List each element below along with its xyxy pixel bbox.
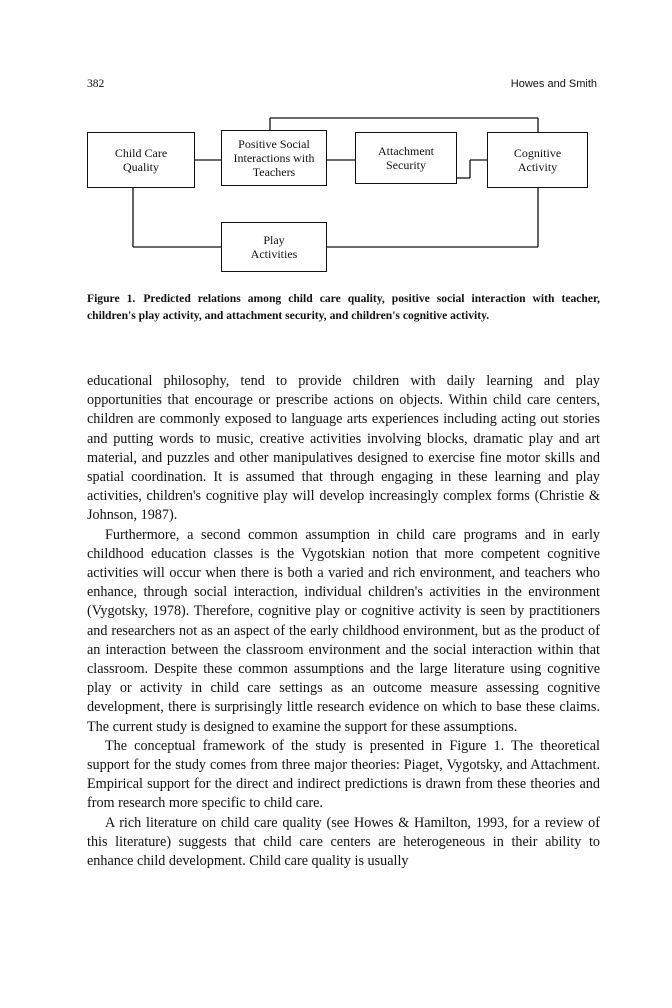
box-label: Play Activities <box>250 233 298 261</box>
box-label: Attachment Security <box>378 144 434 172</box>
box-positive-social-interactions <box>221 130 327 186</box>
body-text <box>87 372 600 871</box>
box-label: Cognitive Activity <box>513 146 562 174</box>
box-cognitive-activity <box>487 132 588 188</box>
running-head: Howes and Smith <box>510 78 597 90</box>
paragraph: Furthermore, a second common assumption in child care programs and in early childhood education classes is the Vygotskian notion that more competent cognitive activities will occur when there is both a varied and rich environment, and teachers who enhance, through social interaction, individual children's activities in the environment (Vygotsky, 1978). Therefore, cognitive play or cognitive activity is seen by practitioners and researchers not as an aspect of the early childhood environment, but as the product of an interaction between the classroom environment and the social interaction within that classroom. Despite these common assumptions and the large literature using cognitive play or activity in child care settings as an outcome measure assessing cognitive development, there is surprisingly little research evidence on which to base these claims. The current study is designed to examine the support for these assumptions. <box>87 526 600 735</box>
paragraph: educational philosophy, tend to provide children with daily learning and play opportunities that encourage or prescribe actions on objects. Within child care centers, children are commonly exposed to language arts experiences including acting out stories and putting words to music, creative activities involving blocks, dramatic play and art material, and puzzles and other manipulatives designed to exercise fine motor skills and spatial coordination. It is assumed that through engaging in these learning and play activities, children's cognitive play will develop increasingly complex forms (Christie & Johnson, 1987). <box>87 373 600 524</box>
box-child-care-quality <box>87 132 195 188</box>
paragraph: A rich literature on child care quality (see Howes & Hamilton, 1993, for a review of this literature) suggests that child care centers are heterogeneous in their ability to enhance child development. Child care quality is usually <box>87 814 600 870</box>
box-play-activities <box>221 222 327 272</box>
paragraph: The conceptual framework of the study is presented in Figure 1. The theoretical support for the study comes from three major theories: Piaget, Vygotsky, and Attachment. Empirical support for the direct and indirect predictions is drawn from these theories and from research more specific to child care. <box>87 737 600 812</box>
box-attachment-security <box>355 132 457 184</box>
page-number: 382 <box>87 78 105 90</box>
figure-caption <box>87 290 600 324</box>
box-label: Child Care Quality <box>114 146 168 174</box>
figure-label: Figure 1. <box>87 292 136 305</box>
figure-caption-text: Predicted relations among child care quality, positive social interaction with teacher, children's play activity, and attachment security, and children's cognitive activity. <box>87 292 600 322</box>
box-label: Positive Social Interactions with Teachers <box>233 137 315 179</box>
